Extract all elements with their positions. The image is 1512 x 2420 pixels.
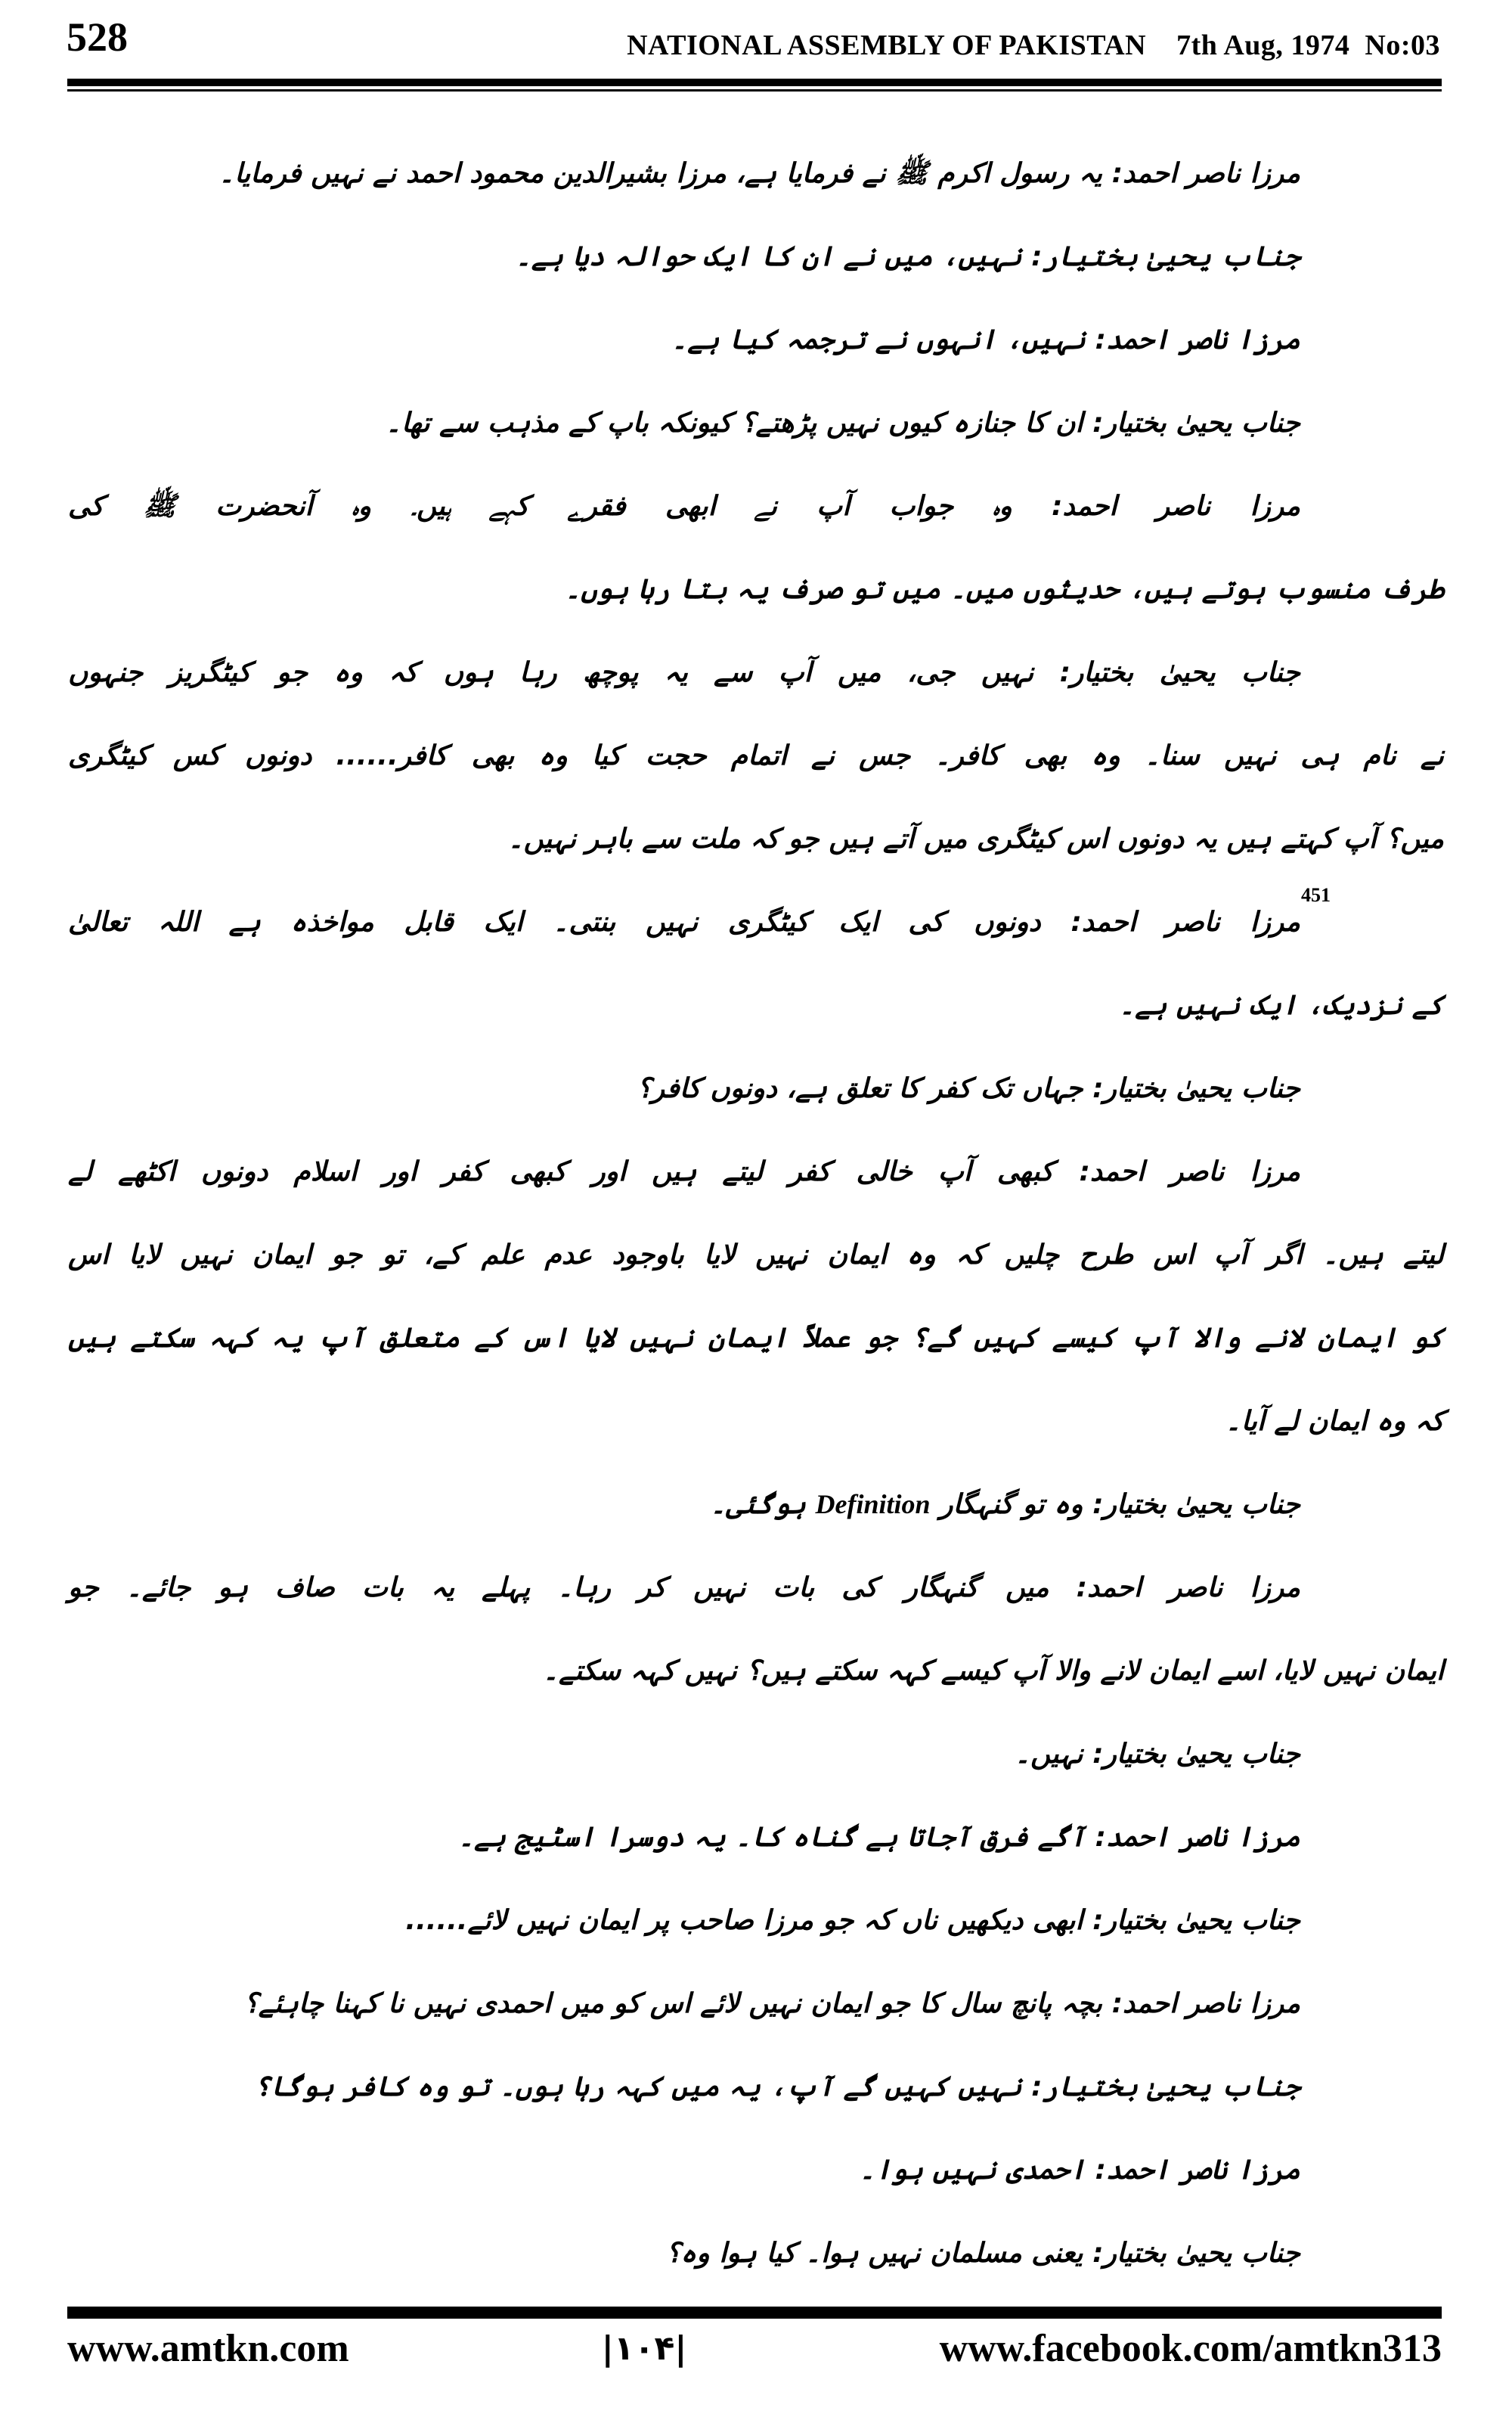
speaker-name: جناب یحییٰ بختیار:	[1031, 241, 1300, 272]
transcript-line	[68, 964, 1444, 1047]
speaker-name: جناب یحییٰ بختیار:	[1092, 1073, 1300, 1104]
line-content	[68, 903, 1300, 942]
transcript-line	[68, 548, 1444, 631]
speech-text: کے نزدیک، ایک نہیں ہے۔	[1119, 990, 1444, 1021]
line-content	[68, 986, 1444, 1025]
speech-text: ایمان نہیں لایا، اسے ایمان لانے والا آپ کیسے کہہ سکتے ہیں؟ نہیں کہہ سکتے۔	[543, 1655, 1444, 1686]
line-content	[68, 487, 1300, 526]
speech-text: وہ جواب آپ نے ابھی فقرے کہے ہیں۔ وہ آنحضرت ﷺ کی	[68, 491, 1052, 522]
line-content	[68, 2068, 1300, 2107]
footer-website-link[interactable]: www.amtkn.com	[67, 2327, 349, 2370]
speaker-name: جناب یحییٰ بختیار:	[1092, 1739, 1300, 1770]
line-content	[68, 1652, 1444, 1691]
line-content	[68, 1069, 1300, 1109]
line-content	[68, 2234, 1300, 2273]
speech-text: ابھی دیکھیں ناں کہ جو مرزا صاحب پر ایمان نہیں لائے......	[405, 1905, 1093, 1936]
transcript-line	[68, 132, 1444, 216]
speech-text: بچہ پانچ سال کا جو ایمان نہیں لائے اس کو میں احمدی نہیں نا کہنا چاہئے؟	[243, 1988, 1112, 2019]
transcript-line	[68, 216, 1444, 299]
transcript-line	[68, 2129, 1444, 2212]
footer-facebook-link[interactable]: www.facebook.com/amtkn313	[939, 2327, 1442, 2370]
speech-text: نہیں جی، میں آپ سے یہ پوچھ رہا ہوں کہ وہ جو کیٹگریز جنہوں	[68, 657, 1060, 688]
speaker-name: جناب یحییٰ بختیار:	[1092, 1905, 1300, 1936]
transcript-line	[68, 299, 1444, 382]
line-content	[68, 1153, 1300, 1192]
speech-text: میں گنہگار کی بات نہیں کر رہا۔ پہلے یہ بات صاف ہو جائے۔ جو	[68, 1572, 1077, 1603]
speech-text: لیتے ہیں۔ اگر آپ اس طرح چلیں کہ وہ ایمان نہیں لایا باوجود عدم علم کے، تو جو ایمان نہیں لایا اس	[68, 1239, 1444, 1270]
header-rule-thin	[67, 89, 1442, 92]
line-content	[68, 154, 1300, 194]
speech-text: دونوں کی ایک کیٹگری نہیں بنتی۔ ایک قابل مواخذہ ہے اللہ تعالیٰ	[68, 907, 1071, 938]
transcript-line	[68, 1297, 1444, 1380]
transcript-line	[68, 715, 1444, 798]
speaker-name: جناب یحییٰ بختیار:	[1092, 2238, 1300, 2269]
transcript-line	[68, 1879, 1444, 1962]
speech-text: نے نام ہی نہیں سنا۔ وہ بھی کافر۔ جس نے اتمام حجت کیا وہ بھی کافر...... دونوں کس کیٹگری	[68, 740, 1444, 771]
line-content	[68, 2151, 1300, 2190]
speech-text: طرف منسوب ہوتے ہیں، حدیثوں میں۔ میں تو صرف یہ بتا رہا ہوں۔	[565, 574, 1444, 605]
line-content	[68, 1236, 1444, 1275]
speaker-name: مرزا ناصر احمد:	[1095, 1822, 1300, 1853]
header-rule	[67, 79, 1442, 86]
line-content	[68, 1735, 1300, 1774]
transcript-line	[68, 1630, 1444, 1713]
transcript-line	[68, 1131, 1444, 1214]
page-footer	[67, 2326, 1442, 2371]
line-content	[68, 1485, 1300, 1525]
line-content	[68, 653, 1300, 693]
speaker-name: مرزا ناصر احمد:	[1079, 1156, 1300, 1187]
speaker-name: مرزا ناصر احمد:	[1095, 324, 1300, 355]
speech-text: کو ایمان لانے والا آپ کیسے کہیں گے؟ جو عملاً ایمان نہیں لایا اس کے متعلق آپ یہ کہہ سکتے ہیں	[68, 1323, 1444, 1354]
speech-text: نہیں۔	[1015, 1739, 1093, 1770]
speech-text: وہ تو گنہگار	[930, 1489, 1093, 1520]
speech-text: میں؟ آپ کہتے ہیں یہ دونوں اس کیٹگری میں آتے ہیں جو کہ ملت سے باہر نہیں۔	[507, 824, 1444, 855]
transcript-body	[68, 132, 1444, 2295]
line-content	[68, 1818, 1300, 1857]
transcript-line	[68, 631, 1444, 715]
transcript-line	[68, 1796, 1444, 1879]
transcript-line	[68, 1214, 1444, 1297]
speech-text: یعنی مسلمان نہیں ہوا۔ کیا ہوا وہ؟	[666, 2238, 1093, 2269]
speaker-name: مرزا ناصر احمد:	[1111, 158, 1300, 189]
speech-text: احمدی نہیں ہوا۔	[859, 2155, 1095, 2186]
speaker-name: جناب یحییٰ بختیار:	[1031, 2071, 1300, 2102]
transcript-line	[68, 382, 1444, 465]
english-term: Definition	[815, 1489, 931, 1519]
transcript-line	[68, 1380, 1444, 1463]
speech-text: یہ رسول اکرم ﷺ نے فرمایا ہے، مرزا بشیرالدین محمود احمد نے نہیں فرمایا۔	[218, 158, 1112, 189]
transcript-line	[68, 798, 1444, 881]
speech-text: نہیں، انہوں نے ترجمہ کیا ہے۔	[671, 324, 1095, 355]
transcript-line	[68, 2046, 1444, 2129]
speaker-name: جناب یحییٰ بختیار:	[1092, 1489, 1300, 1520]
footer-rule	[67, 2307, 1442, 2319]
header-title: NATIONAL ASSEMBLY OF PAKISTAN 7th Aug, 1974 No:03	[627, 29, 1440, 61]
speaker-name: مرزا ناصر احمد:	[1095, 2155, 1300, 2186]
speaker-name: مرزا ناصر احمد:	[1052, 491, 1300, 522]
transcript-line	[68, 1962, 1444, 2046]
transcript-line	[68, 881, 1444, 964]
footnote-marker: 451	[1301, 884, 1331, 906]
line-content	[68, 321, 1300, 360]
line-content	[68, 1568, 1300, 1608]
line-content	[68, 737, 1444, 776]
transcript-line	[68, 465, 1444, 548]
speech-text: کبھی آپ خالی کفر لیتے ہیں اور کبھی کفر اور اسلام دونوں اکٹھے لے	[68, 1156, 1080, 1187]
speech-text-continued: ہوگئی۔	[710, 1489, 816, 1520]
transcript-line	[68, 1463, 1444, 1547]
transcript-line	[68, 1547, 1444, 1630]
footer-page-index: |۱۰۴|	[601, 2329, 687, 2368]
page-number: 528	[67, 14, 128, 60]
speaker-name: مرزا ناصر احمد:	[1076, 1572, 1300, 1603]
speech-text: ان کا جنازہ کیوں نہیں پڑھتے؟ کیونکہ باپ کے مذہب سے تھا۔	[385, 408, 1093, 439]
speaker-name: جناب یحییٰ بختیار:	[1092, 408, 1300, 439]
line-content	[68, 1984, 1300, 2024]
speaker-name: مرزا ناصر احمد:	[1111, 1988, 1300, 2019]
speech-text: نہیں، میں نے ان کا ایک حوالہ دیا ہے۔	[515, 241, 1032, 272]
line-content	[68, 1319, 1444, 1358]
speech-text: کہ وہ ایمان لے آیا۔	[1225, 1406, 1444, 1437]
transcript-line	[68, 1713, 1444, 1796]
line-content	[68, 237, 1300, 277]
transcript-line	[68, 2212, 1444, 2295]
speaker-name: مرزا ناصر احمد:	[1070, 907, 1300, 938]
speaker-name: جناب یحییٰ بختیار:	[1059, 657, 1300, 688]
line-content	[68, 570, 1444, 610]
speech-text: جہاں تک کفر کا تعلق ہے، دونوں کافر؟	[637, 1073, 1093, 1104]
speech-text: نہیں کہیں گے آپ، یہ میں کہہ رہا ہوں۔ تو وہ کافر ہوگا؟	[254, 2071, 1032, 2102]
line-content	[68, 1901, 1300, 1941]
line-content	[68, 1402, 1444, 1441]
speech-text: آگے فرق آجاتا ہے گناہ کا۔ یہ دوسرا اسٹیج ہے۔	[457, 1822, 1095, 1853]
transcript-line	[68, 1047, 1444, 1131]
line-content	[68, 404, 1300, 443]
line-content	[68, 820, 1444, 859]
